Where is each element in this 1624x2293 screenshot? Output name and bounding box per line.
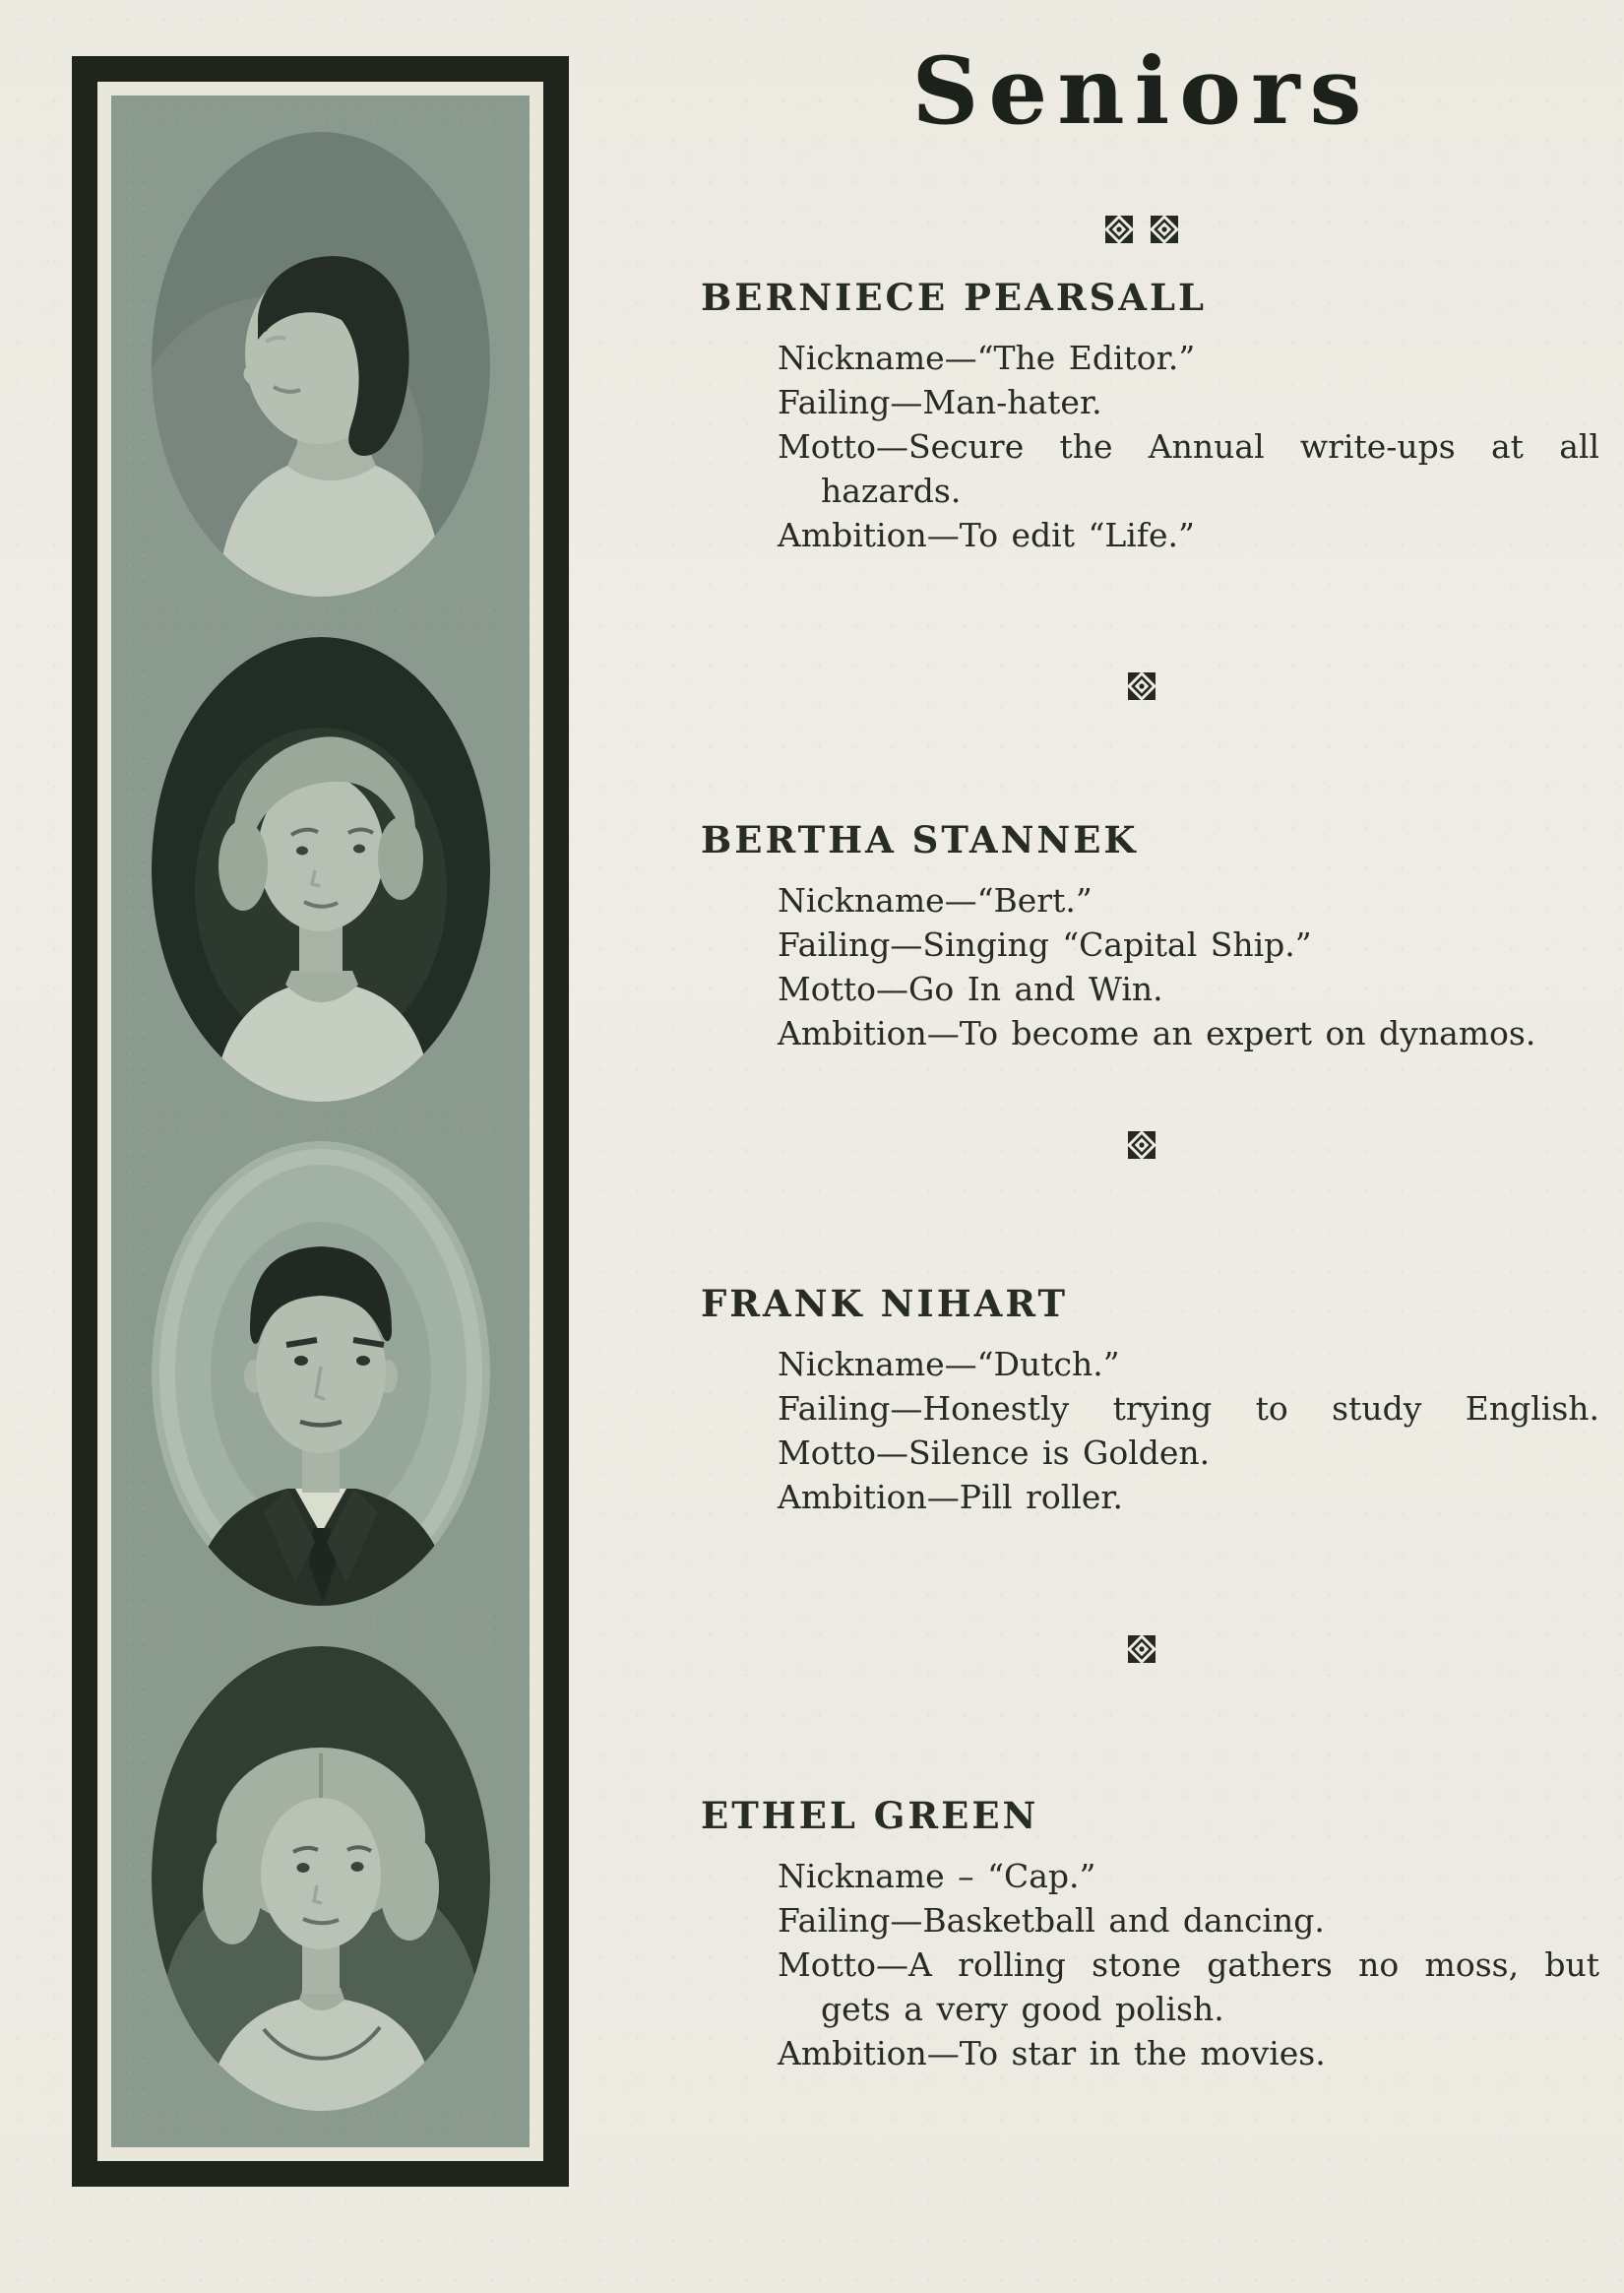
portrait-photo-berniece	[148, 129, 494, 600]
fleuron-icon	[1150, 215, 1179, 244]
senior-name: BERNIECE PEARSALL	[701, 276, 1208, 319]
detail-line: Motto—Secure the Annual write-ups at all	[778, 426, 1599, 466]
senior-details	[778, 878, 1599, 1055]
senior-details	[778, 336, 1599, 557]
detail-line: Failing—Honestly trying to study English.	[778, 1388, 1599, 1428]
detail-line: Motto—Silence is Golden.	[778, 1433, 1211, 1472]
senior-entry	[679, 278, 1604, 557]
fleuron-icon	[1104, 215, 1134, 244]
portrait-bertha-stannek	[148, 634, 494, 1105]
detail-line: Failing—Basketball and dancing.	[778, 1900, 1325, 1940]
senior-entry	[679, 1284, 1604, 1519]
ornament-row	[679, 671, 1604, 701]
detail-line: hazards.	[821, 471, 962, 510]
detail-line: Ambition—Pill roller.	[778, 1477, 1123, 1516]
senior-entry	[679, 820, 1604, 1055]
portrait-berniece-pearsall	[148, 129, 494, 600]
detail-line: Failing—Man-hater.	[778, 382, 1102, 421]
fleuron-icon	[1127, 1130, 1156, 1160]
portrait-frank-nihart	[148, 1138, 494, 1609]
detail-line: Ambition—To become an expert on dynamos.	[778, 1013, 1536, 1052]
senior-name: ETHEL GREEN	[701, 1794, 1039, 1837]
detail-line: Nickname—“Dutch.”	[778, 1344, 1120, 1383]
senior-name: BERTHA STANNEK	[701, 818, 1139, 861]
ornament-row	[679, 215, 1604, 244]
portrait-photo-ethel	[148, 1643, 494, 2114]
detail-line: Nickname – “Cap.”	[778, 1856, 1096, 1895]
detail-line: Ambition—To edit “Life.”	[778, 515, 1195, 554]
detail-line: Motto—Go In and Win.	[778, 969, 1163, 1008]
fleuron-icon	[1127, 1634, 1156, 1664]
portrait-photo-frank	[148, 1138, 494, 1609]
seniors-column	[679, 0, 1604, 2293]
portrait-photo-bertha	[148, 634, 494, 1105]
senior-name: FRANK NIHART	[701, 1282, 1069, 1325]
senior-details	[778, 1854, 1599, 2075]
detail-line: Failing—Singing “Capital Ship.”	[778, 924, 1312, 964]
senior-entry	[679, 1796, 1604, 2075]
detail-line: gets a very good polish.	[821, 1989, 1224, 2028]
detail-line: Nickname—“The Editor.”	[778, 338, 1196, 377]
detail-line: Nickname—“Bert.”	[778, 880, 1093, 920]
portrait-column-frame	[72, 56, 569, 2187]
detail-line: Ambition—To star in the movies.	[778, 2033, 1326, 2072]
ornament-row	[679, 1130, 1604, 1160]
fleuron-icon	[1127, 671, 1156, 701]
senior-details	[778, 1342, 1599, 1519]
detail-line: Motto—A rolling stone gathers no moss, but	[778, 1944, 1599, 1984]
ornament-row	[679, 1634, 1604, 1664]
page-title: Seniors	[911, 37, 1372, 146]
portrait-ethel-green	[148, 1643, 494, 2114]
portrait-panel	[111, 96, 530, 2147]
